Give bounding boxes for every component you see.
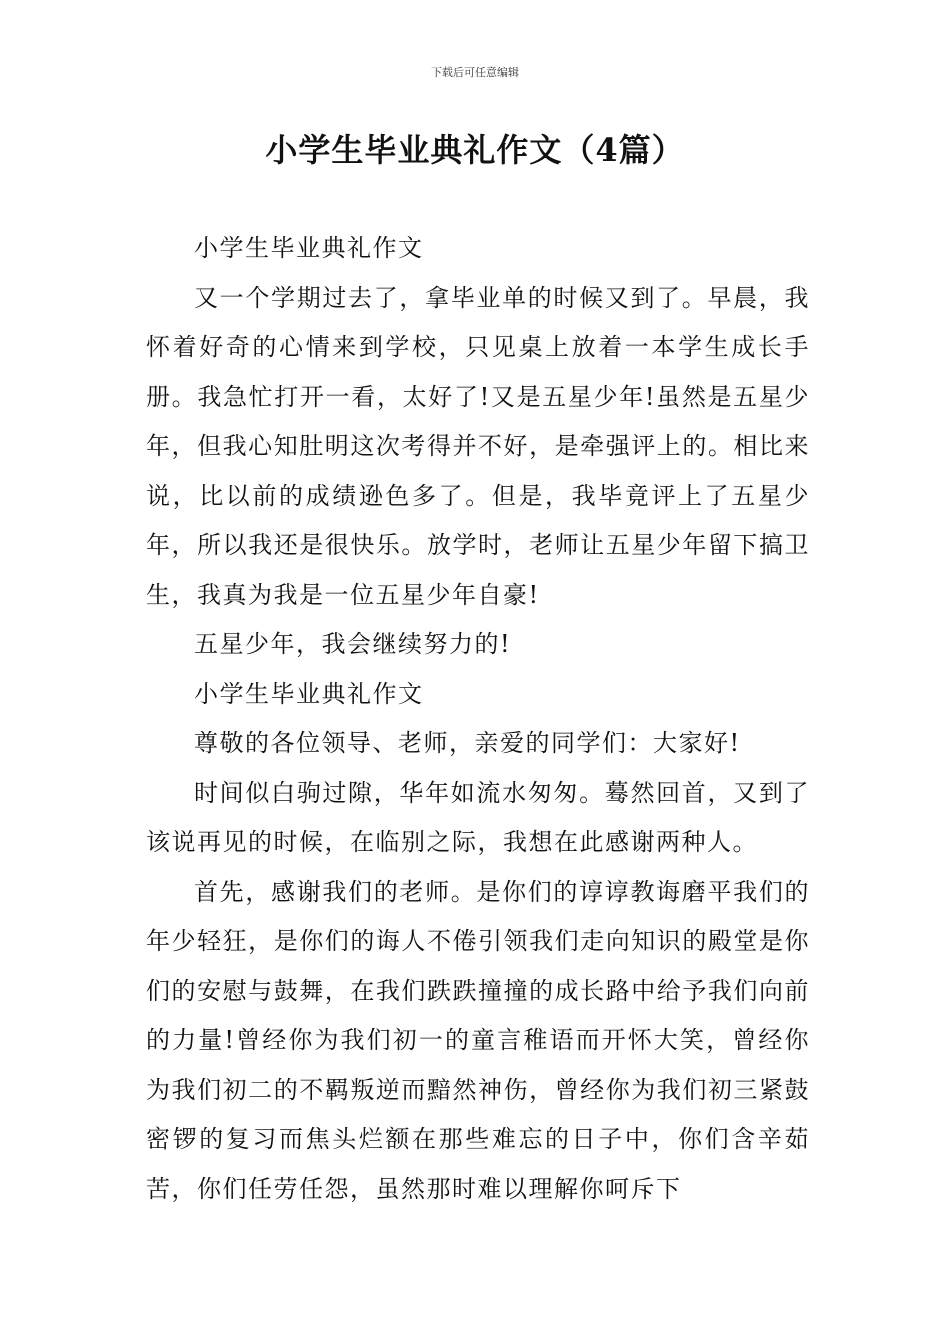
paragraph: 五星少年，我会继续努力的! <box>194 630 512 658</box>
paragraph: 尊敬的各位领导、老师，亲爱的同学们：大家好! <box>194 729 741 757</box>
document-title: 小学生毕业典礼作文（4篇） <box>265 131 685 169</box>
document-body <box>146 224 810 1214</box>
paragraph: 又一个学期过去了，拿毕业单的时候又到了。早晨，我怀着好奇的心情来到学校，只见桌上放着一本学生成长手册。我急忙打开一看，太好了!又是五星少年!虽然是五星少年，但我心知肚明这次考得并不好，是牵强评上的。相比来说，比以前的成绩逊色多了。但是，我毕竟评上了五星少年，所以我还是很快乐。放学时，老师让五星少年留下搞卫生，我真为我是一位五星少年自豪! <box>146 283 810 609</box>
section-heading: 小学生毕业典礼作文 <box>194 679 424 708</box>
paragraph: 时间似白驹过隙，华年如流水匆匆。蓦然回首，又到了该说再见的时候，在临别之际，我想在此感谢两种人。 <box>146 778 810 856</box>
section-heading: 小学生毕业典礼作文 <box>194 234 424 262</box>
header-note: 下载后可任意编辑 <box>431 66 519 79</box>
paragraph: 首先，感谢我们的老师。是你们的谆谆教诲磨平我们的年少轻狂，是你们的诲人不倦引领我们走向知识的殿堂是你们的安慰与鼓舞，在我们跌跌撞撞的成长路中给予我们向前的力量!曾经你为我们初一的童言稚语而开怀大笑，曾经你为我们初二的不羁叛逆而黯然神伤，曾经你为我们初三紧鼓密锣的复习而焦头烂额在那些难忘的日子中，你们含辛茹苦，你们任劳任怨，虽然那时难以理解你呵斥下 <box>146 877 810 1203</box>
